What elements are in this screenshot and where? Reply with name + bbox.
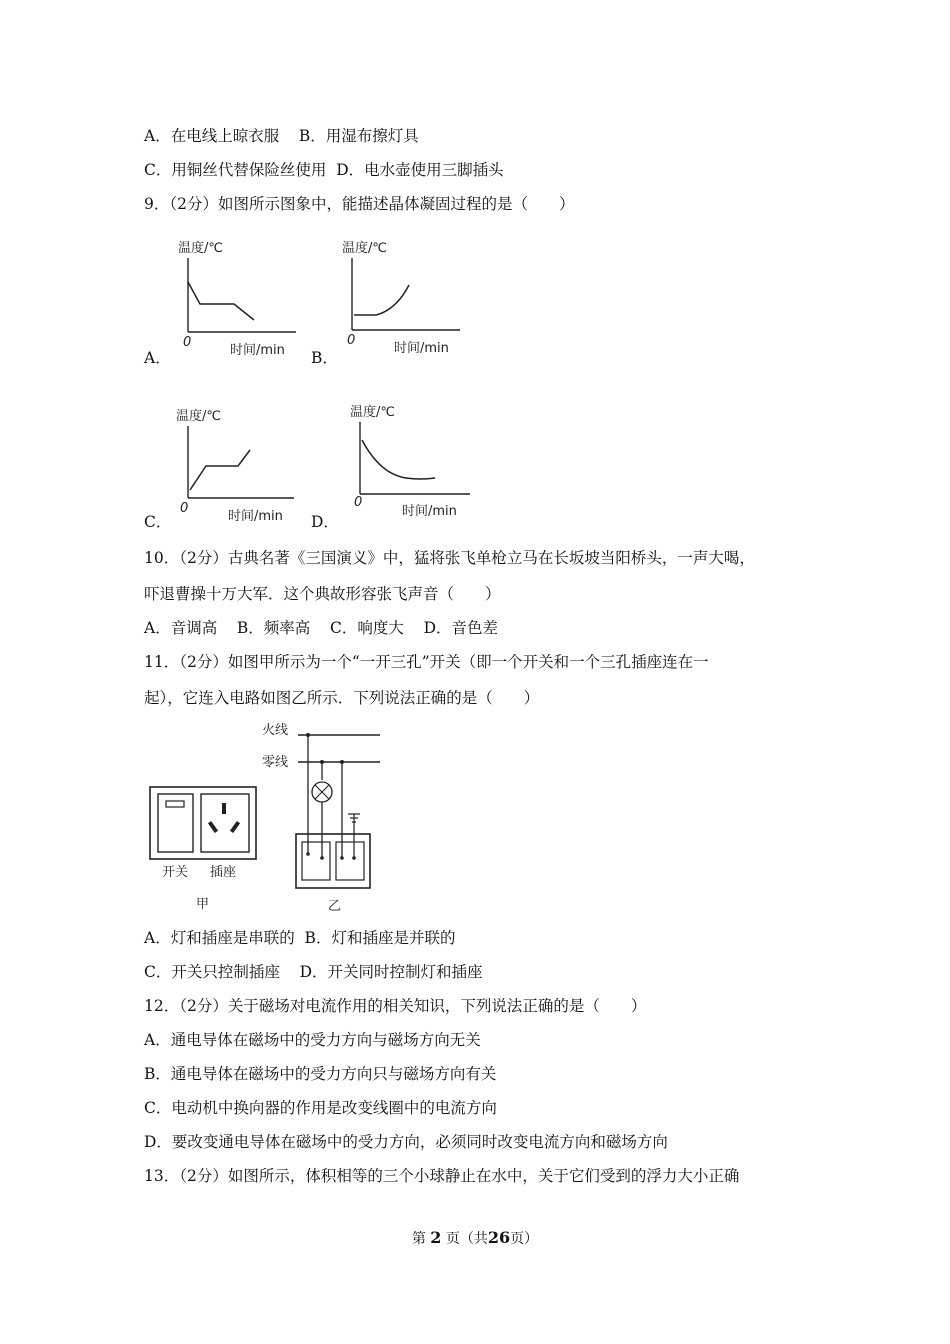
q10-stem-line2: 吓退曹操十万大军．这个典故形容张飞声音（ ） — [144, 585, 501, 603]
graph-d-origin: 0 — [354, 495, 363, 510]
graph-b-xlabel: 时间/min — [394, 341, 449, 356]
current-page-number: 2 — [430, 1228, 442, 1247]
q12-option-c: C．电动机中换向器的作用是改变线圈中的电流方向 — [144, 1099, 497, 1117]
q12-stem: 12．（2分）关于磁场对电流作用的相关知识，下列说法正确的是（ ） — [144, 997, 647, 1015]
figure-yi-label: 乙 — [328, 899, 342, 914]
q12-option-b: B．通电导体在磁场中的受力方向只与磁场方向有关 — [144, 1065, 497, 1083]
graph-d-ylabel: 温度/℃ — [350, 405, 395, 420]
footer-mid: 页（共 — [445, 1231, 488, 1247]
graph-a-curve — [188, 282, 254, 320]
switch-panel — [158, 794, 193, 852]
graph-a-xlabel: 时间/min — [230, 343, 285, 358]
q9-label-a: A． — [144, 349, 171, 367]
graph-d-curve — [362, 440, 435, 479]
page-footer — [0, 1228, 950, 1248]
graph-c-xlabel: 时间/min — [228, 509, 283, 524]
graph-c-curve — [190, 450, 250, 490]
q11-option-ab: A．灯和插座是串联的 B．灯和插座是并联的 — [144, 929, 456, 947]
q8-options-line1: A．在电线上晾衣服 B．用湿布擦灯具 — [144, 127, 419, 145]
q11-stem-line1: 11．（2分）如图甲所示为一个“一开三孔”开关（即一个开关和一个三孔插座连在一 — [144, 653, 709, 671]
q10-stem-line1: 10．（2分）古典名著《三国演义》中，猛将张飞单枪立马在长坂坡当阳桥头，一声大喝， — [144, 549, 755, 567]
q12-option-d: D．要改变通电导体在磁场中的受力方向，必须同时改变电流方向和磁场方向 — [144, 1133, 668, 1151]
q9-graph-b — [336, 236, 471, 364]
socket-label: 插座 — [210, 865, 237, 880]
switch-label: 开关 — [162, 865, 189, 880]
q13-stem: 13．（2分）如图所示，体积相等的三个小球静止在水中，关于它们受到的浮力大小正确 — [144, 1167, 740, 1185]
footer-pre: 第 — [411, 1231, 426, 1247]
q9-graph-c — [170, 400, 305, 528]
q10-options: A．音调高 B．频率高 C．响度大 D．音色差 — [144, 619, 498, 637]
socket-box — [336, 842, 364, 880]
total-pages: 26 — [487, 1228, 511, 1247]
q9-label-d: D． — [311, 513, 339, 531]
switch-box — [302, 842, 330, 880]
graph-b-origin: 0 — [347, 333, 356, 348]
q9-graph-d — [340, 398, 480, 526]
q8-options-line2: C．用铜丝代替保险丝使用 D．电水壶使用三脚插头 — [144, 161, 504, 179]
q12-option-a: A．通电导体在磁场中的受力方向与磁场方向无关 — [144, 1031, 481, 1049]
q9-graph-a — [172, 236, 307, 364]
graph-c-ylabel: 温度/℃ — [176, 409, 221, 424]
footer-post: 页） — [510, 1231, 539, 1247]
graph-a-ylabel: 温度/℃ — [178, 241, 223, 256]
graph-b-ylabel: 温度/℃ — [342, 241, 387, 256]
q9-label-b: B． — [311, 349, 338, 367]
q11-figure-jia — [148, 784, 260, 914]
q11-stem-line2: 起），它连入电路如图乙所示．下列说法正确的是（ ） — [144, 689, 540, 707]
graph-a-origin: 0 — [183, 335, 192, 350]
graph-c-origin: 0 — [180, 501, 189, 516]
figure-jia-label: 甲 — [196, 897, 210, 912]
live-wire-label: 火线 — [262, 723, 289, 738]
q11-figure-yi — [262, 718, 387, 914]
q9-label-c: C． — [144, 513, 172, 531]
graph-b-curve — [354, 285, 409, 315]
switch-toggle — [166, 801, 184, 807]
q11-option-cd: C．开关只控制插座 D．开关同时控制灯和插座 — [144, 963, 483, 981]
socket-panel — [201, 794, 249, 852]
graph-d-xlabel: 时间/min — [402, 504, 457, 519]
neutral-wire-label: 零线 — [262, 755, 289, 770]
q9-stem: 9．（2分）如图所示图象中，能描述晶体凝固过程的是（ ） — [144, 195, 575, 213]
